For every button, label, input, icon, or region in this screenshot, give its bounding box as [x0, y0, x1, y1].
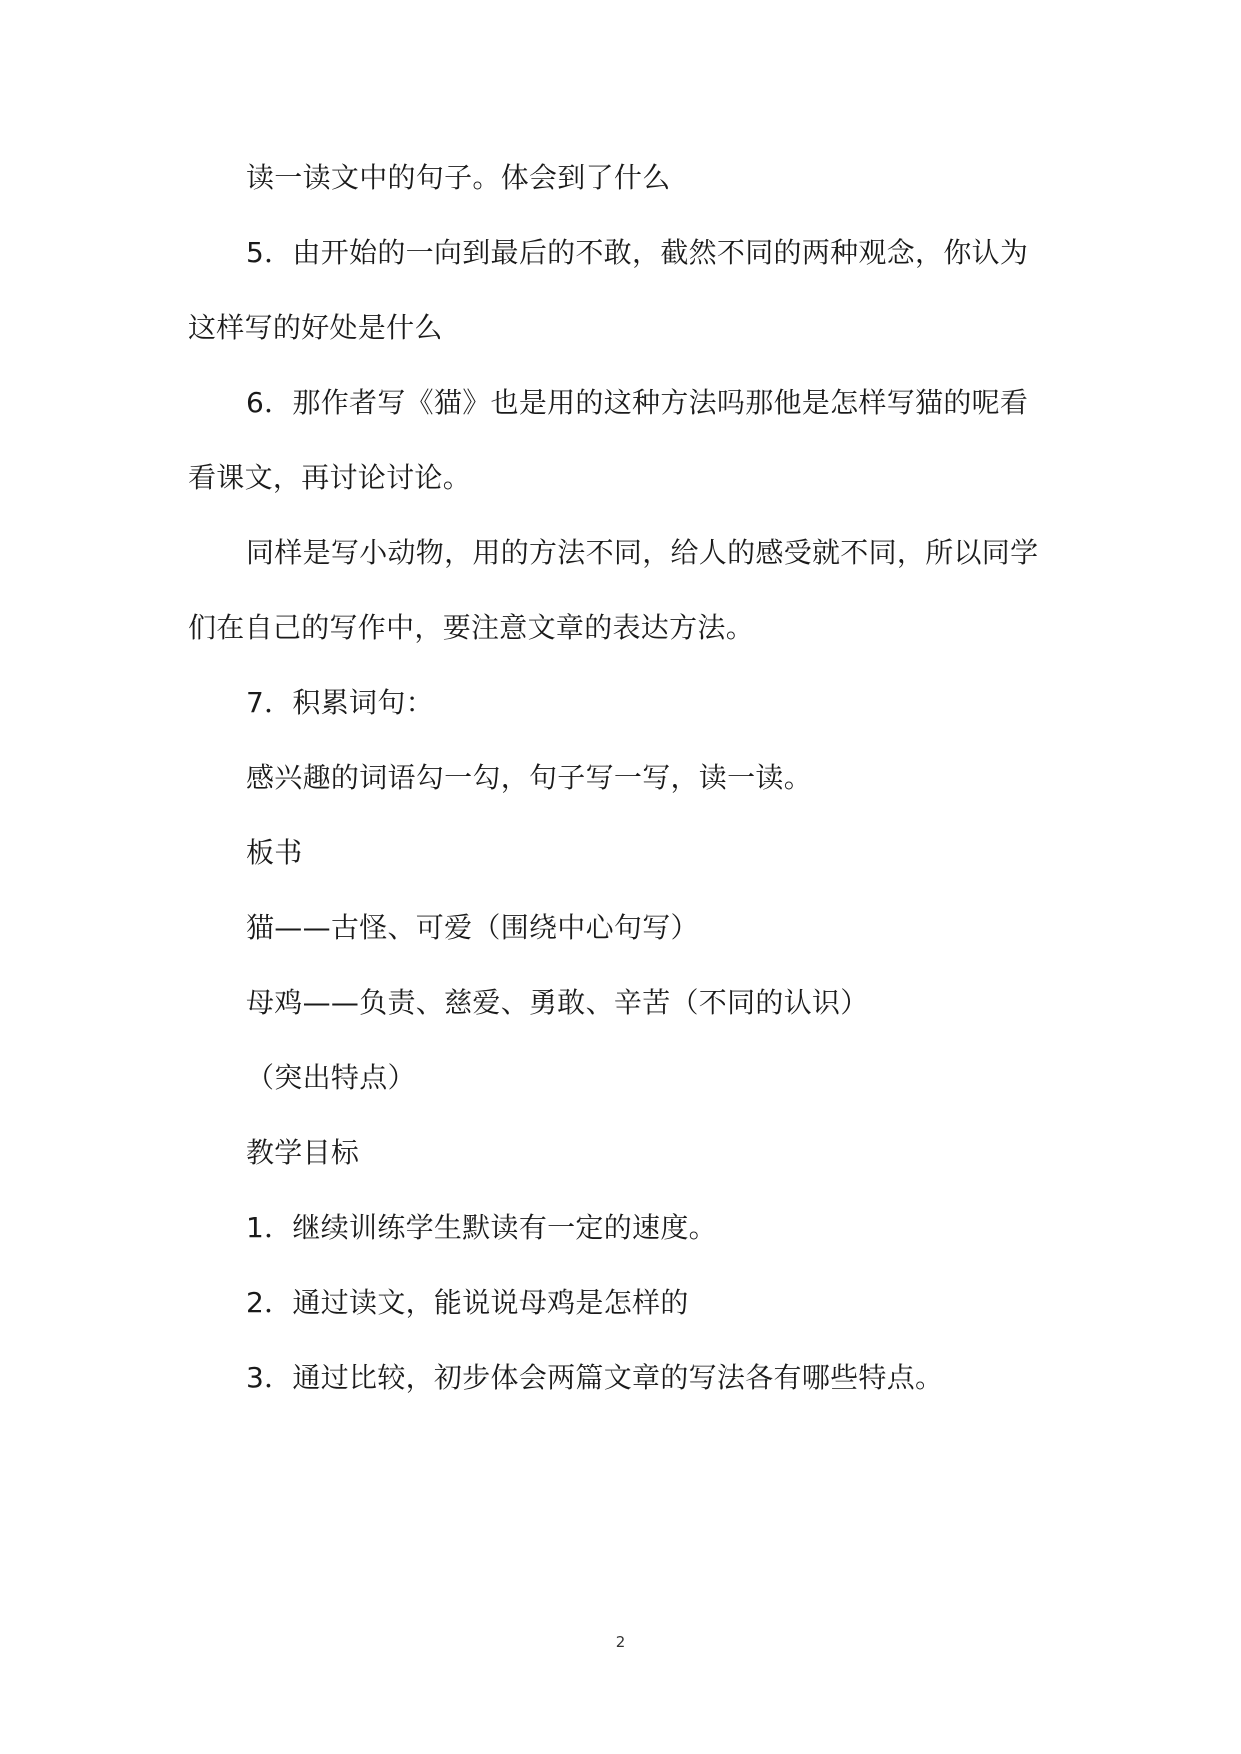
paragraph-line: （突出特点） [246, 1061, 416, 1094]
paragraph-line: 们在自己的写作中，要注意文章的表达方法。 [188, 611, 755, 644]
page-number: 2 [615, 1633, 626, 1651]
paragraph-line: 同样是写小动物，用的方法不同，给人的感受就不同，所以同学 [246, 536, 1039, 569]
paragraph-line: 3．通过比较，初步体会两篇文章的写法各有哪些特点。 [246, 1361, 944, 1394]
paragraph-line: 2．通过读文，能说说母鸡是怎样的 [246, 1286, 689, 1319]
section-heading-board: 板书 [246, 836, 303, 869]
paragraph-line: 6．那作者写《猫》也是用的这种方法吗那他是怎样写猫的呢看 [246, 386, 1029, 419]
section-heading-goals: 教学目标 [246, 1136, 360, 1169]
paragraph-line: 读一读文中的句子。体会到了什么 [246, 161, 671, 194]
paragraph-line: 7．积累词句： [246, 686, 434, 719]
paragraph-line: 看课文，再讨论讨论。 [188, 461, 472, 494]
paragraph-line: 1．继续训练学生默读有一定的速度。 [246, 1211, 717, 1244]
page-content [188, 140, 1058, 1415]
paragraph-line: 猫——古怪、可爱（围绕中心句写） [246, 911, 699, 944]
paragraph-line: 感兴趣的词语勾一勾，句子写一写，读一读。 [246, 761, 813, 794]
paragraph-line: 这样写的好处是什么 [188, 311, 443, 344]
paragraph-line: 5．由开始的一向到最后的不敢，截然不同的两种观念，你认为 [246, 236, 1029, 269]
paragraph-line: 母鸡——负责、慈爱、勇敢、辛苦（不同的认识） [246, 986, 869, 1019]
